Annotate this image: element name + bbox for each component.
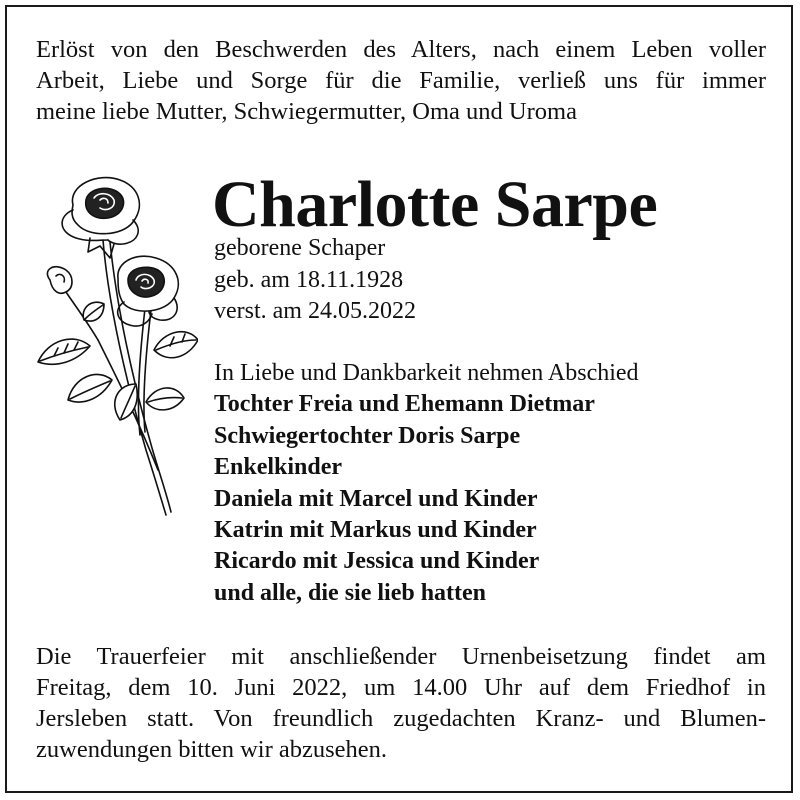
birth-date: geb. am 18.11.1928 xyxy=(214,266,404,293)
service-line: zuwendungen bitten wir abzusehen. xyxy=(36,736,388,763)
mourners-block xyxy=(214,358,639,609)
mourner-line: Katrin mit Markus und Kinder xyxy=(214,517,537,544)
mourner-line: Enkelkinder xyxy=(214,454,343,481)
death-date: verst. am 24.05.2022 xyxy=(214,298,416,324)
intro-line: Arbeit, Liebe und Sorge für die Familie, verließ uns für immer xyxy=(36,67,766,94)
mourner-line: Ricardo mit Jessica und Kinder xyxy=(214,548,540,575)
mourner-line: Daniela mit Marcel und Kinder xyxy=(214,485,538,512)
intro-line: meine liebe Mutter, Schwiegermutter, Oma und Uroma xyxy=(36,98,577,125)
mourners-heading: In Liebe und Dankbarkeit nehmen Abschied xyxy=(214,360,639,386)
mourner-line: Schwiegertochter Doris Sarpe xyxy=(214,422,521,449)
service-line: Jersleben statt. Von freundlich zugedachten Kranz- und Blumen- xyxy=(36,705,766,732)
mourner-line: und alle, die sie lieb hatten xyxy=(214,579,487,606)
mourner-line: Tochter Freia und Ehemann Dietmar xyxy=(214,391,595,418)
maiden-name: geborene Schaper xyxy=(214,235,386,261)
deceased-name: Charlotte Sarpe xyxy=(212,168,658,241)
service-info xyxy=(36,641,766,765)
service-line: Die Trauerfeier mit anschließender Urnenbeisetzung findet am xyxy=(36,643,766,670)
service-line: Freitag, dem 10. Juni 2022, um 14.00 Uhr auf dem Friedhof in xyxy=(36,674,766,701)
intro-line: Erlöst von den Beschwerden des Alters, nach einem Leben voller xyxy=(36,36,766,63)
deceased-details xyxy=(214,233,416,328)
rose-icon xyxy=(28,170,198,530)
intro-text xyxy=(36,34,766,127)
